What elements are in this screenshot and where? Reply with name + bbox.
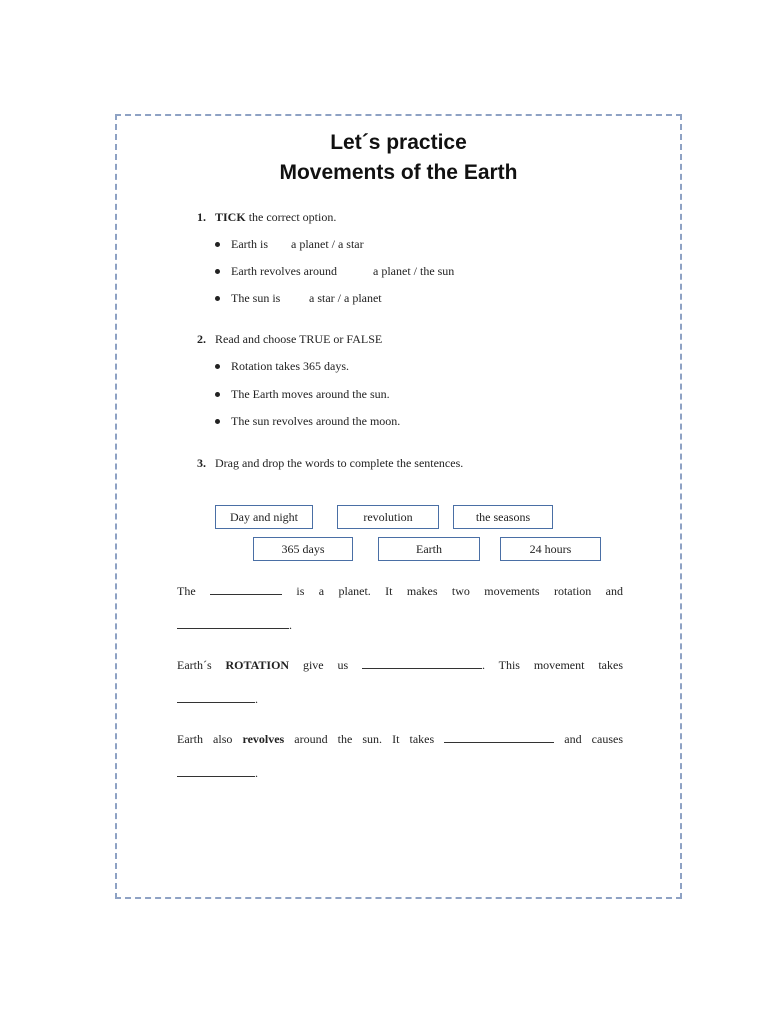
tick-item-2[interactable] (231, 264, 455, 279)
worksheet-frame (115, 114, 682, 899)
blank-4[interactable] (177, 690, 255, 703)
true-false-item-1[interactable] (231, 359, 349, 374)
sentence-1-end: . (289, 618, 292, 632)
true-false-statement: The Earth moves around the sun. (231, 387, 390, 401)
true-false-item-3[interactable] (231, 414, 400, 429)
sentence-3-start: Earth also (177, 732, 233, 746)
true-false-item-2[interactable] (231, 387, 390, 402)
sentence-2-start: Earth´s (177, 658, 212, 672)
sentence-1 (177, 582, 623, 599)
tick-item-statement: Earth is (231, 237, 268, 251)
sentence-2-end: . (255, 692, 258, 706)
sentence-2-keyword: ROTATION (225, 658, 290, 672)
bullet-icon (215, 392, 220, 397)
question-2-number: 2. (197, 332, 206, 346)
sentence-3-after: and causes (564, 732, 624, 746)
sentence-1-continued (177, 616, 292, 633)
word-24-hours[interactable]: 24 hours (500, 537, 601, 561)
tick-item-statement: The sun is (231, 291, 281, 305)
tick-item-statement: Earth revolves around (231, 264, 337, 278)
question-2-text: Read and choose TRUE or FALSE (215, 332, 383, 346)
sentence-3-end: . (255, 766, 258, 780)
blank-5[interactable] (444, 730, 554, 743)
word-earth[interactable]: Earth (378, 537, 480, 561)
bullet-icon (215, 242, 220, 247)
word-the-seasons[interactable]: the seasons (453, 505, 553, 529)
question-3-heading (197, 456, 463, 471)
true-false-statement: The sun revolves around the moon. (231, 414, 401, 428)
sentence-3-keyword: revolves (242, 732, 285, 746)
bullet-icon (215, 296, 220, 301)
bullet-icon (215, 269, 220, 274)
tick-item-3[interactable] (231, 291, 382, 306)
tick-item-options[interactable]: a planet / the sun (373, 264, 455, 278)
blank-6[interactable] (177, 764, 255, 777)
sentence-2 (177, 656, 623, 673)
worksheet-subtitle: Movements of the Earth (279, 161, 518, 184)
sentence-3 (177, 730, 623, 747)
sentence-3-middle: around the sun. It takes (294, 732, 435, 746)
question-3-text: Drag and drop the words to complete the sentences. (215, 456, 464, 470)
sentence-2-middle: give us (302, 658, 349, 672)
blank-1[interactable] (210, 582, 282, 595)
tick-item-options[interactable]: a star / a planet (309, 291, 382, 305)
bullet-icon (215, 364, 220, 369)
word-365-days[interactable]: 365 days (253, 537, 353, 561)
bullet-icon (215, 419, 220, 424)
sentence-1-middle: is a planet. It makes two movements rotation and (296, 584, 623, 598)
tick-item-1[interactable] (231, 237, 364, 252)
sentence-3-continued (177, 764, 258, 781)
true-false-statement: Rotation takes 365 days. (231, 359, 349, 373)
blank-3[interactable] (362, 656, 482, 669)
tick-item-options[interactable]: a planet / a star (291, 237, 364, 251)
sentence-2-after: . This movement takes (481, 658, 623, 672)
sentence-1-start: The (177, 584, 196, 598)
question-1-bold: TICK (215, 210, 246, 224)
word-revolution[interactable]: revolution (337, 505, 439, 529)
worksheet-title: Let´s practice (330, 131, 467, 154)
question-2-heading (197, 332, 382, 347)
question-3-number: 3. (197, 456, 206, 470)
word-day-and-night[interactable]: Day and night (215, 505, 313, 529)
question-1-heading (197, 210, 336, 225)
sentence-2-continued (177, 690, 258, 707)
blank-2[interactable] (177, 616, 289, 629)
question-1-text: the correct option. (245, 210, 337, 224)
question-1-number: 1. (197, 210, 206, 224)
